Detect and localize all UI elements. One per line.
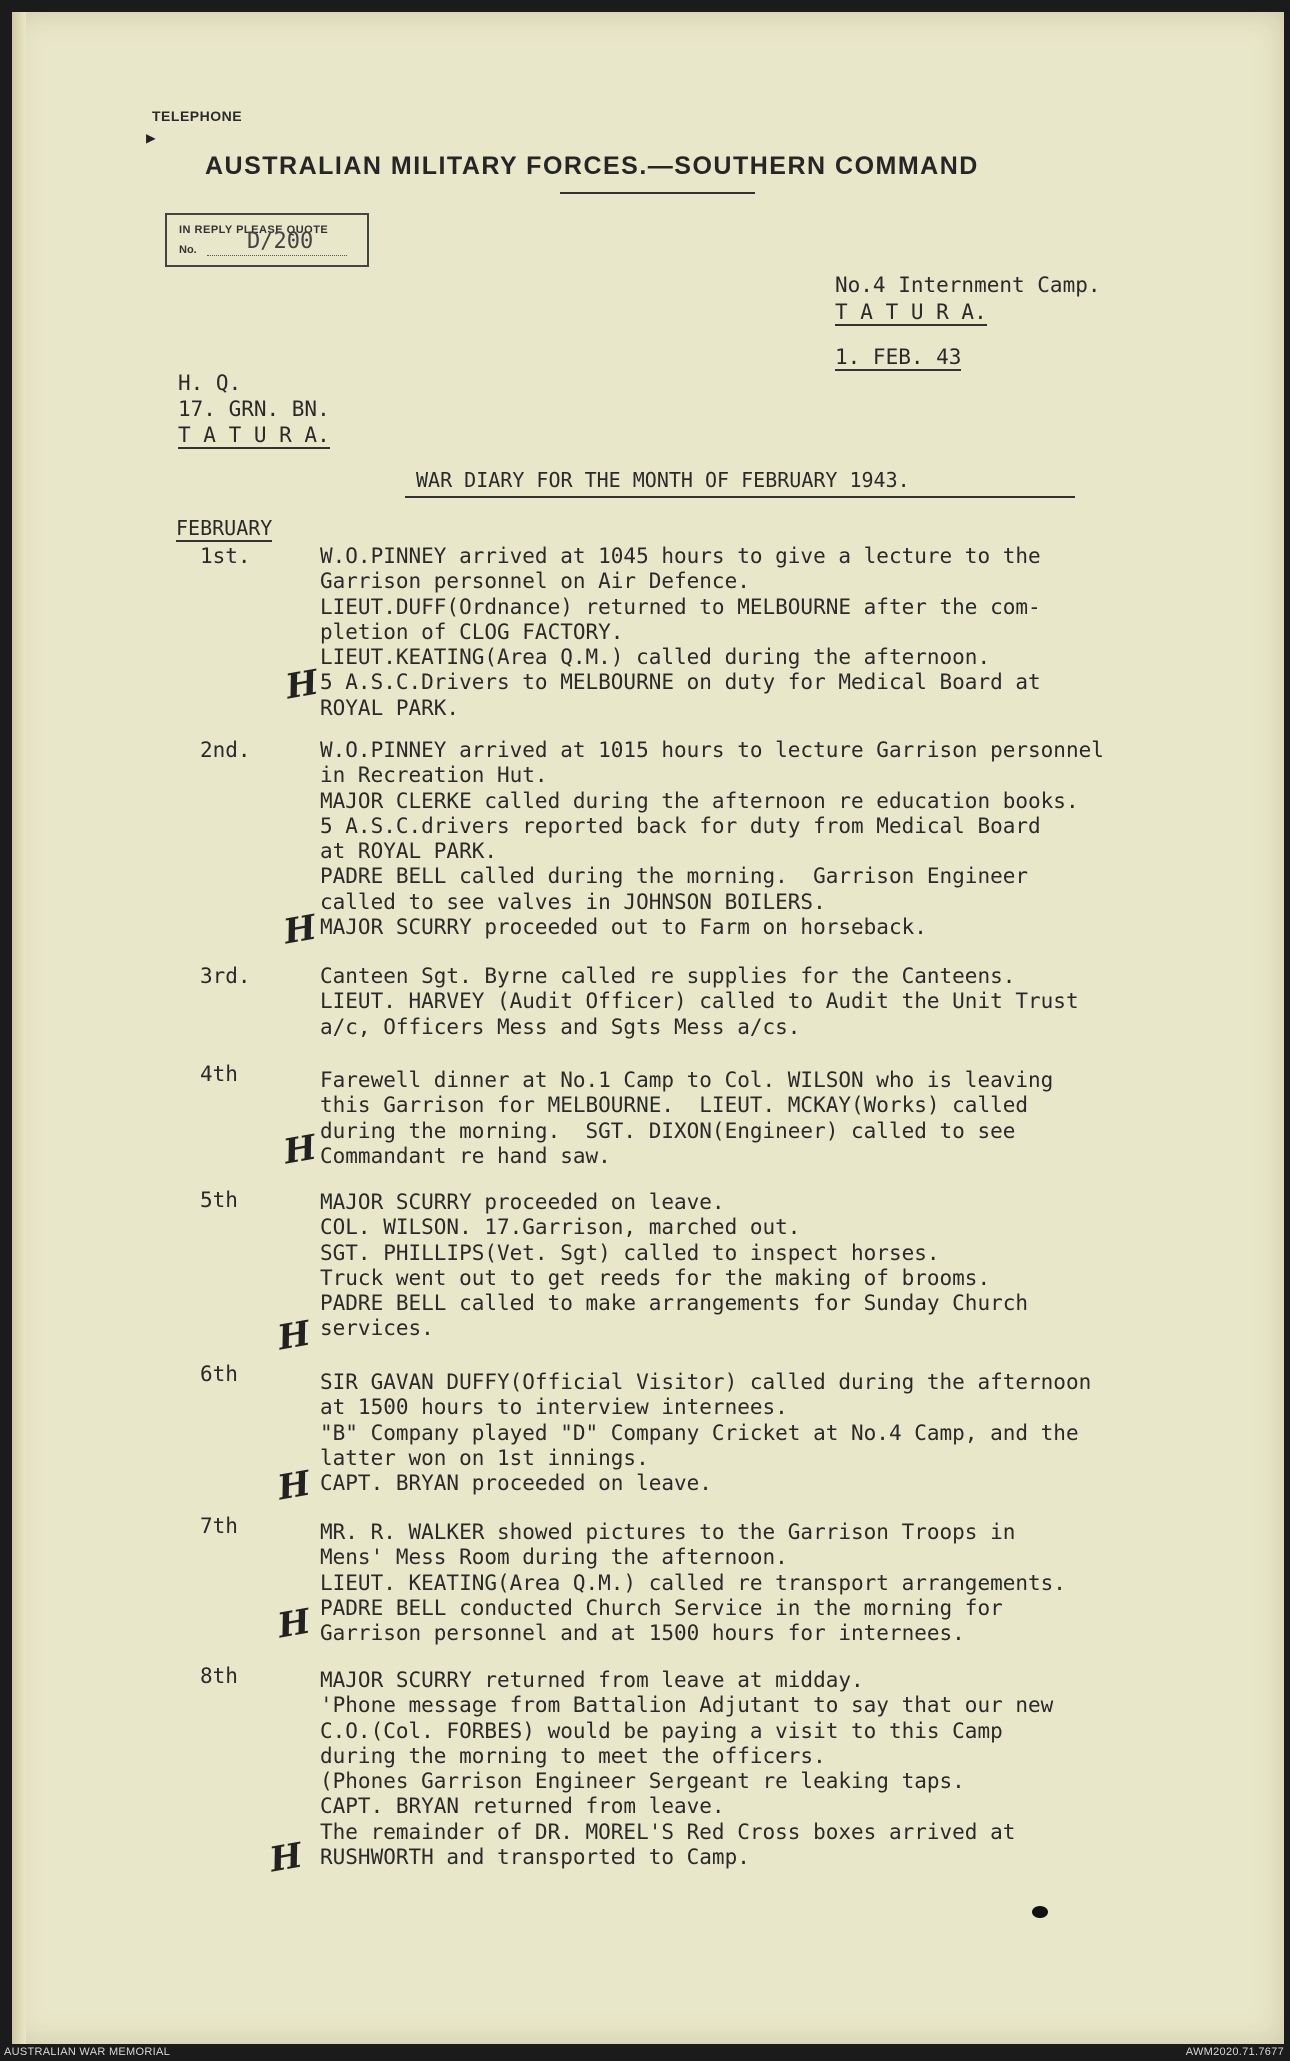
entry-day: 2nd.	[200, 738, 251, 762]
initials-mark: H	[274, 1313, 314, 1359]
entry-text: Farewell dinner at No.1 Camp to Col. WILSON who is leaving this Garrison for MELBOURNE. LIEUT. MCKAY(Works) called during the morning. SGT. DIXON(Engineer) called to see Commandant re hand saw.	[320, 1068, 1054, 1168]
entry-text: SIR GAVAN DUFFY(Official Visitor) called during the afternoon at 1500 hours to interview internees. "B" Company played "D" Company Cricket at No.4 Camp, and the latter won on 1st innings. CAPT. BRYAN proceeded on leave.	[320, 1370, 1092, 1496]
sender-address	[835, 272, 1101, 326]
entry-day: 3rd.	[200, 964, 251, 988]
letterhead-rule	[560, 192, 755, 194]
entry-day: 1st.	[200, 544, 251, 568]
ink-blot	[1032, 1906, 1048, 1918]
title-rule	[405, 496, 1075, 498]
recipient-address	[178, 370, 330, 448]
recipient-line2: 17. GRN. BN.	[178, 397, 330, 421]
letter-date	[835, 345, 961, 369]
entry-text: W.O.PINNEY arrived at 1045 hours to give a lecture to the Garrison personnel on Air Defence. LIEUT.DUFF(Ordnance) returned to MELBOURNE after the com- pletion of CLOG FACTORY. LIEUT.KEATING(Area Q.M.) called during the afternoon. 5 A.S.C.Drivers to MELBOURNE on duty for Medical Board at ROYAL PARK.	[320, 544, 1041, 720]
entry-day: 7th	[200, 1514, 238, 1538]
recipient-line3: T A T U R A.	[178, 423, 330, 447]
telephone-label: TELEPHONE	[152, 108, 243, 124]
initials-mark: H	[274, 1463, 314, 1509]
letterhead-title: AUSTRALIAN MILITARY FORCES.—SOUTHERN COMMAND	[205, 152, 979, 180]
number-label: No.	[179, 244, 197, 256]
month-heading-text: FEBRUARY	[176, 516, 273, 540]
initials-mark: H	[266, 1835, 306, 1881]
entry-text: MAJOR SCURRY proceeded on leave. COL. WILSON. 17.Garrison, marched out. SGT. PHILLIPS(Vet. Sgt) called to inspect horses. Truck went out to get reeds for the making of brooms. PADRE BELL called to make arrangements for Sunday Church services.	[320, 1190, 1029, 1341]
entry-text: MAJOR SCURRY returned from leave at midday. 'Phone message from Battalion Adjutant to say that our new C.O.(Col. FORBES) would be paying a visit to this Camp during the morning to meet the officers. (Phones Garrison Engineer Sergeant re leaking taps. CAPT. BRYAN returned from leave. The remainder of DR. MOREL'S Red Cross boxes arrived at RUSHWORTH and transported to Camp.	[320, 1668, 1054, 1870]
reply-reference-box	[165, 213, 369, 267]
entry-text: Canteen Sgt. Byrne called re supplies for the Canteens. LIEUT. HARVEY (Audit Officer) called to Audit the Unit Trust a/c, Officers Mess and Sgts Mess a/cs.	[320, 964, 1079, 1039]
entry-day: 5th	[200, 1188, 238, 1212]
initials-mark: H	[282, 662, 322, 708]
sender-place: T A T U R A.	[835, 300, 987, 324]
initials-mark: H	[280, 907, 320, 953]
sender-unit: No.4 Internment Camp.	[835, 273, 1101, 297]
reference-number: D/200	[247, 229, 314, 254]
footer-accession-number: AWM2020.71.7677	[1185, 2046, 1284, 2058]
paper-edge	[12, 12, 26, 2044]
date-text: 1. FEB. 43	[835, 345, 962, 369]
pencil-mark-icon: ▶	[146, 128, 156, 147]
entry-text: MR. R. WALKER showed pictures to the Garrison Troops in Mens' Mess Room during the afternoon. LIEUT. KEATING(Area Q.M.) called re transport arrangements. PADRE BELL conducted Church Service in the morning for Garrison personnel and at 1500 hours for internees.	[320, 1520, 1066, 1646]
month-heading	[176, 516, 272, 540]
initials-mark: H	[280, 1127, 320, 1173]
dotted-line	[207, 255, 347, 256]
entry-day: 8th	[200, 1664, 238, 1688]
initials-mark: H	[274, 1601, 314, 1647]
entry-day: 6th	[200, 1362, 238, 1386]
entry-day: 4th	[200, 1062, 238, 1086]
reply-label: IN REPLY PLEASE QUOTE	[179, 224, 329, 236]
diary-title: WAR DIARY FOR THE MONTH OF FEBRUARY 1943.	[416, 468, 910, 492]
entry-text: W.O.PINNEY arrived at 1015 hours to lecture Garrison personnel in Recreation Hut. MAJOR CLERKE called during the afternoon re education books. 5 A.S.C.drivers reported back for duty from Medical Board at ROYAL PARK. PADRE BELL called during the morning. Garrison Engineer called to see valves in JOHNSON BOILERS. MAJOR SCURRY proceeded out to Farm on horseback.	[320, 738, 1104, 940]
recipient-line1: H. Q.	[178, 371, 242, 395]
footer-collection: AUSTRALIAN WAR MEMORIAL	[4, 2046, 171, 2058]
